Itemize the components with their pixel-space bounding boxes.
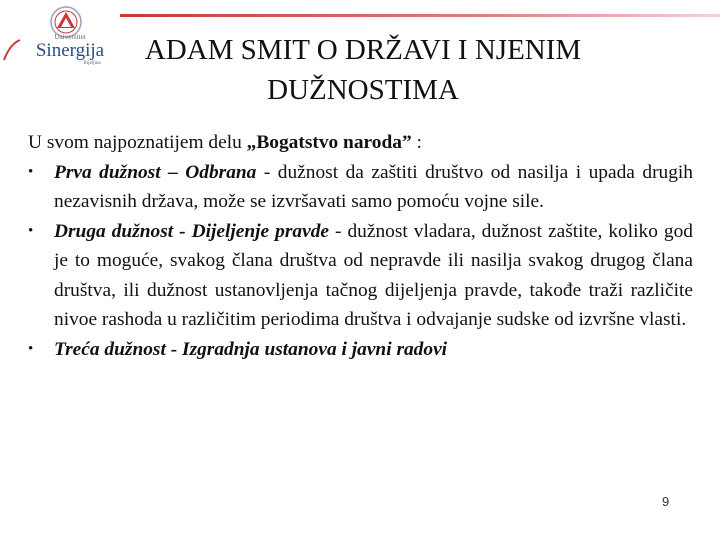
duties-list [28,158,693,365]
intro-prefix: U svom najpoznatijem delu [28,132,247,153]
title-line-2: DUŽNOSTIMA [267,74,459,106]
item-title: Prva dužnost – Odbrana [54,161,257,183]
accent-bar [120,14,720,17]
slide-body [28,128,693,364]
bullet-icon: • [28,340,34,357]
logo-emblem-icon [0,0,115,80]
logo-main-text: Sinergija [35,40,105,61]
work-title: „Bogatstvo naroda” [246,132,412,153]
title-line-1: ADAM SMIT O DRŽAVI I NJENIM [144,34,582,66]
page-number: 9 [662,494,670,509]
item-text: - dužnost vladara, dužnost zaštite, koliko god je to moguće, svakog člana društva od nepravde ili nasilja svakog drugog člana društva, ili dužnost ustanovljenja tačnog dijeljenja pravde, takođe traži različite nivoe rashoda u različitim periodima društva i odvajanje sudske od izvršne vlasti. [54,220,693,330]
list-item [28,158,693,217]
list-item [28,217,693,335]
university-logo [0,0,115,80]
list-item [28,335,693,365]
intro-paragraph [28,128,693,158]
item-text: - dužnost da zaštiti društvo od nasilja i upada drugih nezavisnih država, može se izvršavati samo pomoću vojne sile. [54,161,694,212]
item-title: Treća dužnost - Izgradnja ustanova i javni radovi [54,338,448,360]
bullet-icon: • [28,222,34,239]
bullet-icon: • [28,163,34,180]
logo-top-text: Univerzitet [54,33,86,41]
slide-title [118,30,608,110]
item-title: Druga dužnost - Dijeljenje pravde [54,220,329,242]
logo-sub-text: Bijeljina [83,61,101,66]
intro-suffix: : [411,132,422,153]
